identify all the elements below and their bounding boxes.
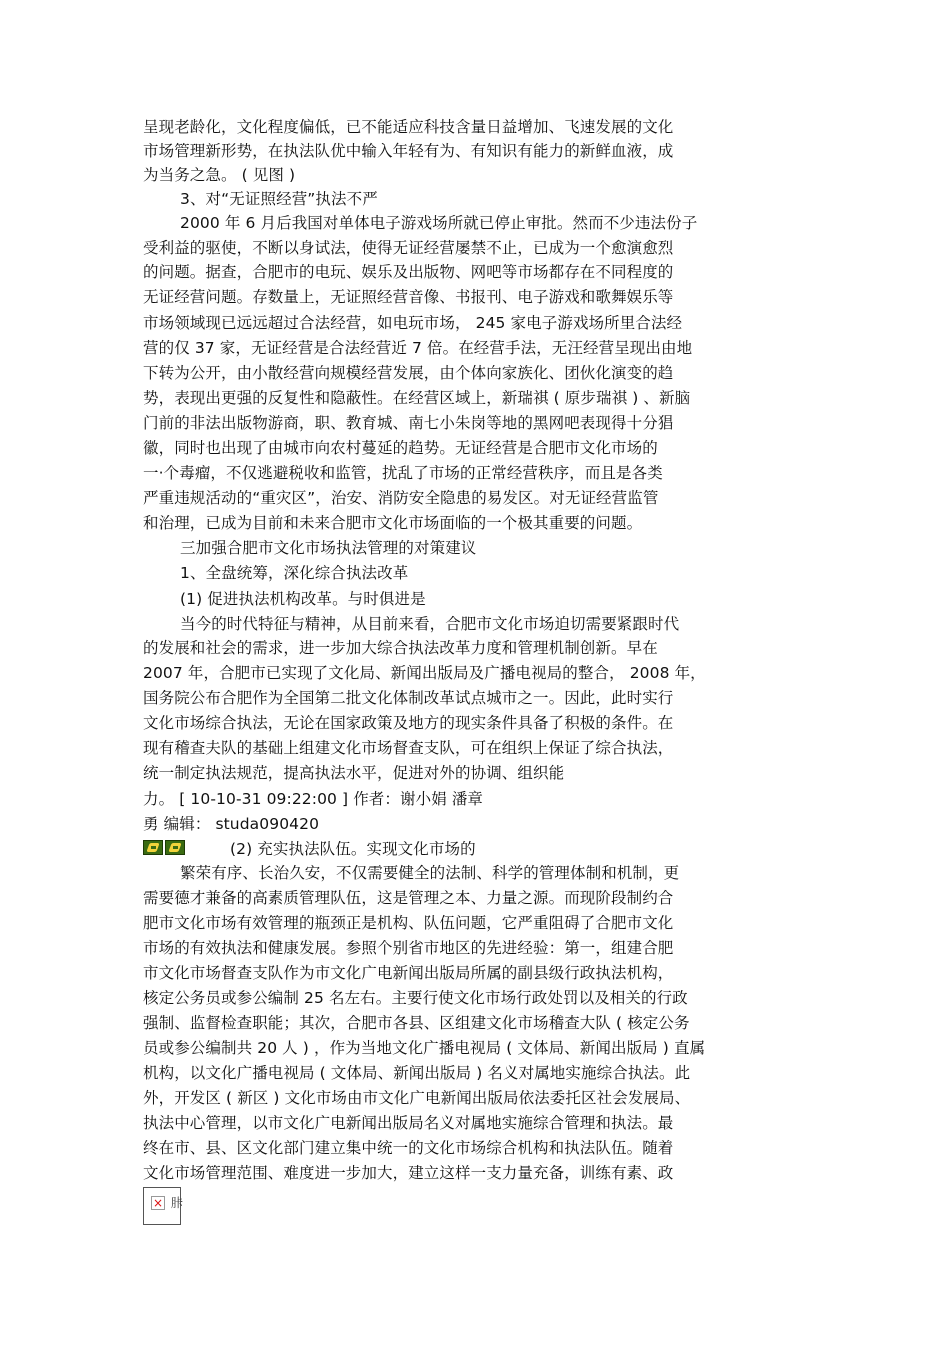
- text-line: 势，表现出更强的反复性和隐蔽性。在经营区域上，新瑞祺 ( 原步瑞祺 ) 、新脑: [143, 389, 691, 407]
- text-line: 肥市文化市场有效管理的瓶颈正是机构、队伍问题，它严重阻碍了合肥市文化: [143, 914, 674, 932]
- text-line: 终在市、县、区文化部门建立集中统一的文化市场综合机构和执法队伍。随着: [143, 1139, 674, 1157]
- text-line: 为当务之急。 ( 见图 ): [143, 166, 296, 184]
- text-line: 市文化市场督查支队作为市文化广电新闻出版局所属的副县级行政执法机构，: [143, 964, 674, 982]
- text-line: 营的仅 37 家，无证经营是合法经营近 7 倍。在经营手法，无汪经营呈现出由地: [143, 339, 693, 357]
- text-line: 机构，以文化广播电视局 ( 文体局、新闻出版局 ) 名义对属地实施综合执法。此: [143, 1064, 691, 1082]
- text-line: 市场领域现已远远超过合法经营，如电玩市场， 245 家电子游戏场所里合法经: [143, 314, 683, 332]
- text-line: 国务院公布合肥作为全国第二批文化体制改革试点城市之一。因此，此时实行: [143, 689, 674, 707]
- text-line: 3、对“无证照经营”执法不严: [180, 190, 378, 208]
- text-line: 一·个毒瘤，不仅逃避税收和监管，扰乱了市场的正常经营秩序，而且是各类: [143, 464, 663, 482]
- text-line: 员或参公编制共 20 人 ) ，作为当地文化广播电视局 ( 文体局、新闻出版局 ) 直属: [143, 1039, 706, 1057]
- text-line: 核定公务员或参公编制 25 名左右。主要行使文化市场行政处罚以及相关的行政: [143, 989, 688, 1007]
- text-line: 的问题。据查，合肥市的电玩、娱乐及出版物、网吧等市场都存在不同程度的: [143, 263, 674, 281]
- text-line: 繁荣有序、长治久安，不仅需要健全的法制、科学的管理体制和机制，更: [180, 864, 680, 882]
- text-line: 执法中心管理，以市文化广电新闻出版局名义对属地实施综合管理和执法。最: [143, 1114, 674, 1132]
- inline-icons: [143, 840, 185, 855]
- text-line: 统一制定执法规范，提高执法水平，促进对外的协调、组织能: [143, 764, 565, 782]
- text-line: 文化市场管理范围、难度进一步加大，建立这样一支力量充备，训练有素、政: [143, 1164, 674, 1182]
- text-line: 勇 编辑： studa090420: [143, 815, 320, 833]
- text-line: 徽，同时也出现了由城市向农村蔓延的趋势。无证经营是合肥市文化市场的: [143, 439, 658, 457]
- text-line: 的发展和社会的需求，进一步加大综合执法改革力度和管理机制创新。早在: [143, 639, 658, 657]
- money-icon[interactable]: [143, 840, 163, 855]
- text-line: 和治理，已成为目前和未来合肥市文化市场面临的一个极其重要的问题。: [143, 514, 643, 532]
- text-line: 下转为公开，由小散经营向规模经营发展，由个体向家族化、团伙化演变的趋: [143, 364, 674, 382]
- text-line: 外，开发区 ( 新区 ) 文化市场由市文化广电新闻出版局依法委托区社会发展局、: [143, 1089, 691, 1107]
- broken-image-glyph: 胩: [171, 1196, 184, 1210]
- text-line: 当今的时代特征与精神，从目前来看，合肥市文化市场迫切需要紧跟时代: [180, 615, 680, 633]
- text-line: 力。 [ 10-10-31 09:22:00 ] 作者：谢小娟 潘章: [143, 790, 484, 808]
- text-line: (2) 充实执法队伍。实现文化市场的: [230, 840, 476, 858]
- text-line: 需要德才兼备的高素质管理队伍，这是管理之本、力量之源。而现阶段制约合: [143, 889, 674, 907]
- broken-image-icon: ×: [152, 1196, 164, 1210]
- text-line: 1、全盘统筹，深化综合执法改革: [180, 564, 409, 582]
- text-line: 现有稽查夫队的基础上组建文化市场督查支队，可在组织上保证了综合执法，: [143, 739, 674, 757]
- money-icon[interactable]: [165, 840, 185, 855]
- text-line: 2007 年，合肥市已实现了文化局、新闻出版局及广播电视局的整合， 2008 年，: [143, 664, 706, 682]
- text-line: 无证经营问题。存数量上，无证照经营音像、书报刊、电子游戏和歌舞娱乐等: [143, 288, 674, 306]
- text-line: 呈现老龄化，文化程度偏低，已不能适应科技含量日益增加、飞速发展的文化: [143, 118, 674, 136]
- text-line: 严重违规活动的“重灾区”，治安、消防安全隐患的易发区。对无证经营监管: [143, 489, 659, 507]
- text-line: 强制、监督检查职能；其次，合肥市各县、区组建文化市场稽查大队 ( 核定公务: [143, 1014, 690, 1032]
- text-line: 市场管理新形势，在执法队优中输入年轻有为、有知识有能力的新鲜血液，成: [143, 142, 674, 160]
- text-line: 门前的非法出版物游商，职、教育城、南七小朱岗等地的黑网吧表现得十分猖: [143, 414, 674, 432]
- text-line: (1) 促进执法机构改革。与时俱进是: [180, 590, 426, 608]
- text-line: 三加强合肥市文化市场执法管理的对策建议: [180, 539, 477, 557]
- broken-image-placeholder: [143, 1187, 184, 1225]
- text-line: 市场的有效执法和健康发展。参照个别省市地区的先进经验：第一，组建合肥: [143, 939, 674, 957]
- text-line: 受利益的驱使，不断以身试法，使得无证经营屡禁不止，已成为一个愈演愈烈: [143, 239, 674, 257]
- text-line: 文化市场综合执法，无论在国家政策及地方的现实条件具备了积极的条件。在: [143, 714, 674, 732]
- text-line: 2000 年 6 月后我国对单体电子游戏场所就已停止审批。然而不少违法份子: [180, 214, 698, 232]
